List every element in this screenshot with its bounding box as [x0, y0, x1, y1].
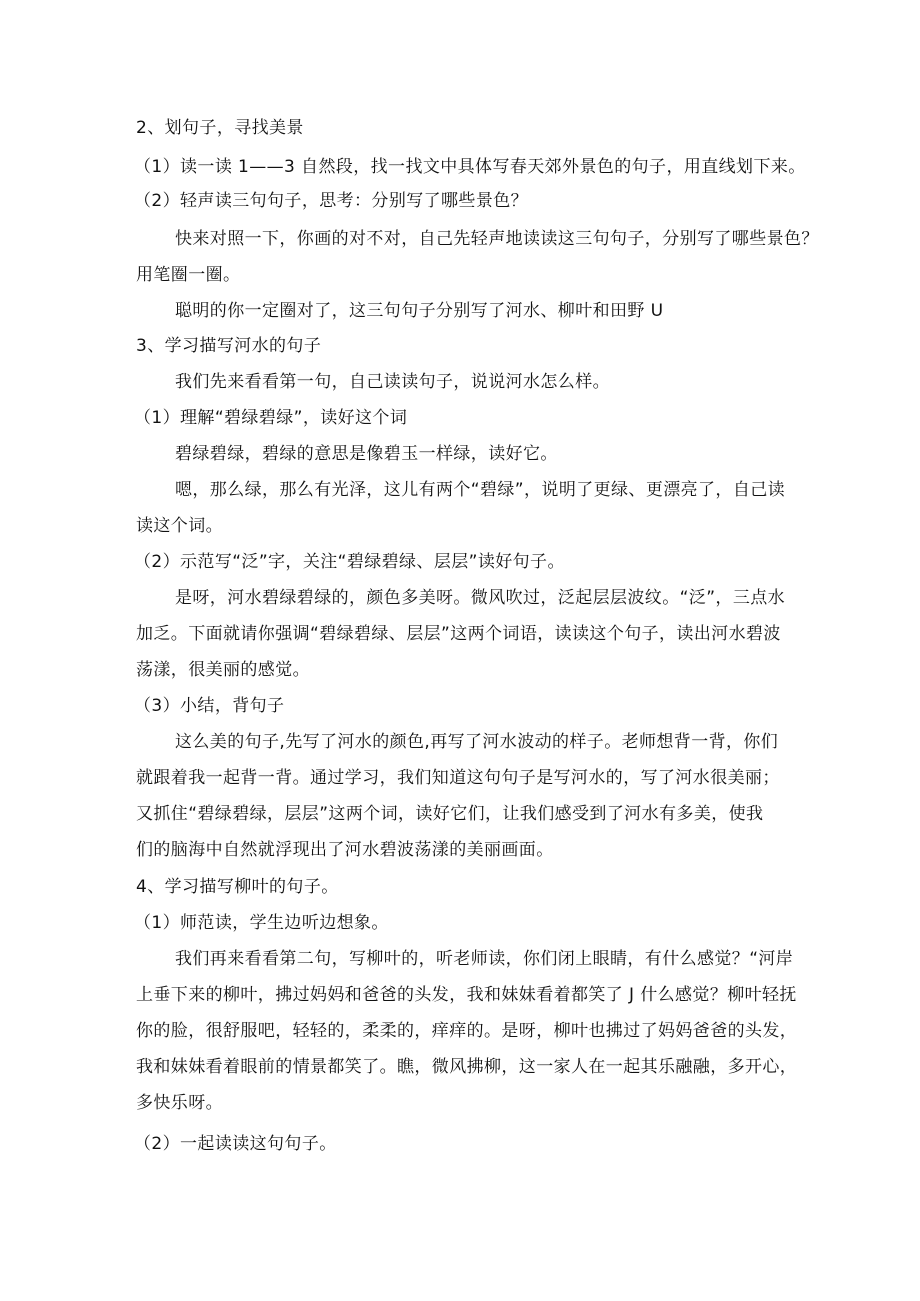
text-line: 上垂下来的柳叶，拂过妈妈和爸爸的头发，我和妹妹看着都笑了 J 什么感觉？柳叶轻抚 — [136, 985, 797, 1005]
text-line: 用笔圈一圈。 — [136, 265, 241, 285]
text-line: 读这个词。 — [136, 516, 223, 536]
text-line: 就跟着我一起背一背。通过学习，我们知道这句句子是写河水的，写了河水很美丽； — [136, 768, 780, 788]
text-line: 是呀，河水碧绿碧绿的，颜色多美呀。微风吹过，泛起层层波纹。“泛”，三点水 — [175, 588, 786, 608]
text-line: 多快乐呀。 — [136, 1093, 223, 1113]
text-line: 荡漾，很美丽的感觉。 — [136, 660, 310, 680]
text-line: （1）读一读 1——3 自然段，找一找文中具体写春天郊外景色的句子，用直线划下来。 — [134, 157, 806, 177]
text-line: 我们先来看看第一句，自己读读句子，说说河水怎么样。 — [175, 372, 610, 392]
text-line: （1）师范读，学生边听边想象。 — [134, 913, 389, 933]
text-line: 嗯，那么绿，那么有光泽，这儿有两个“碧绿”，说明了更绿、更漂亮了，自己读 — [175, 480, 786, 500]
text-line: 快来对照一下，你画的对不对，自己先轻声地读读这三句句子，分别写了哪些景色？ — [175, 229, 819, 249]
text-line: 你的脸，很舒服吧，轻轻的，柔柔的，痒痒的。是呀，柳叶也拂过了妈妈爸爸的头发， — [136, 1021, 798, 1041]
section-heading-2: 2、划句子，寻找美景 — [136, 118, 304, 138]
text-line: 这么美的句子,先写了河水的颜色,再写了河水波动的样子。老师想背一背，你们 — [175, 732, 779, 752]
text-line: 聪明的你一定圈对了，这三句句子分别写了河水、柳叶和田野 U — [175, 301, 664, 321]
text-line: 我和妹妹看着眼前的情景都笑了。瞧，微风拂柳，这一家人在一起其乐融融，多开心， — [136, 1057, 798, 1077]
text-line: 们的脑海中自然就浮现出了河水碧波荡漾的美丽画面。 — [136, 840, 554, 860]
text-line: 碧绿碧绿，碧绿的意思是像碧玉一样绿，读好它。 — [175, 444, 558, 464]
text-line: （2）一起读读这句句子。 — [134, 1134, 337, 1154]
section-heading-3: 3、学习描写河水的句子 — [136, 336, 322, 356]
text-line: （2）轻声读三句句子，思考：分别写了哪些景色？ — [134, 191, 529, 211]
section-heading-4: 4、学习描写柳叶的句子。 — [136, 877, 339, 897]
text-line: 我们再来看看第二句，写柳叶的，听老师读，你们闭上眼睛，有什么感觉？“河岸 — [175, 949, 794, 969]
text-line: （3）小结，背句子 — [134, 696, 285, 716]
text-line: 又抓住“碧绿碧绿，层层”这两个词，读好它们，让我们感受到了河水有多美，使我 — [136, 804, 764, 824]
text-line: 加乏。下面就请你强调“碧绿碧绿、层层”这两个词语，读读这个句子，读出河水碧波 — [136, 624, 781, 644]
text-line: （1）理解“碧绿碧绿”，读好这个词 — [134, 408, 408, 428]
text-line: （2）示范写“泛”字，关注“碧绿碧绿、层层”读好句子。 — [134, 552, 565, 572]
